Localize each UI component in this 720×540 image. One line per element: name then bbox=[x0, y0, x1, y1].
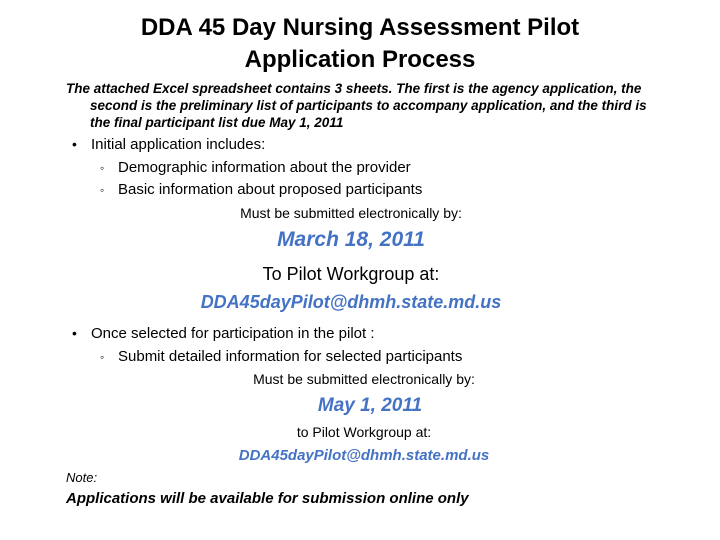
section1-to-text: To Pilot Workgroup at: bbox=[262, 264, 440, 284]
slide-title bbox=[60, 12, 660, 76]
title-line-2: Application Process bbox=[244, 46, 476, 73]
sub-bullet-icon: ◦ bbox=[100, 183, 105, 197]
section1-sub-item-2: Basic information about proposed participants bbox=[118, 181, 423, 198]
intro-paragraph: The attached Excel spreadsheet contains 3 sheets. The first is the agency application, the second is the preliminary list of participants to accompany application, and the third is the final participant list due May 1, 2011 bbox=[66, 81, 647, 130]
section2-sub-item-1: Submit detailed information for selected participants bbox=[118, 348, 463, 365]
title-line-1: DDA 45 Day Nursing Assessment Pilot bbox=[140, 14, 580, 41]
section2-email: DDA45dayPilot@dhmh.state.md.us bbox=[238, 447, 490, 464]
bullet-icon: • bbox=[72, 325, 77, 341]
bullet-icon: • bbox=[72, 136, 77, 152]
section1-bullet: Initial application includes: bbox=[91, 136, 266, 153]
section2-bullet: Once selected for participation in the pilot : bbox=[91, 325, 375, 342]
note-label: Note: bbox=[66, 470, 98, 485]
section2-submit-text: Must be submitted electronically by: bbox=[253, 371, 475, 387]
section1-submit-text: Must be submitted electronically by: bbox=[240, 205, 462, 221]
sub-bullet-icon: ◦ bbox=[100, 161, 105, 175]
section2-date: May 1, 2011 bbox=[317, 395, 423, 416]
section1-sub-item-1: Demographic information about the provider bbox=[118, 159, 411, 176]
section2-to-text: to Pilot Workgroup at: bbox=[296, 424, 432, 440]
section1-date: March 18, 2011 bbox=[277, 228, 425, 251]
section1-email: DDA45dayPilot@dhmh.state.md.us bbox=[200, 292, 502, 312]
sub-bullet-icon: ◦ bbox=[100, 350, 105, 364]
note-text: Applications will be available for submission online only bbox=[66, 490, 469, 507]
